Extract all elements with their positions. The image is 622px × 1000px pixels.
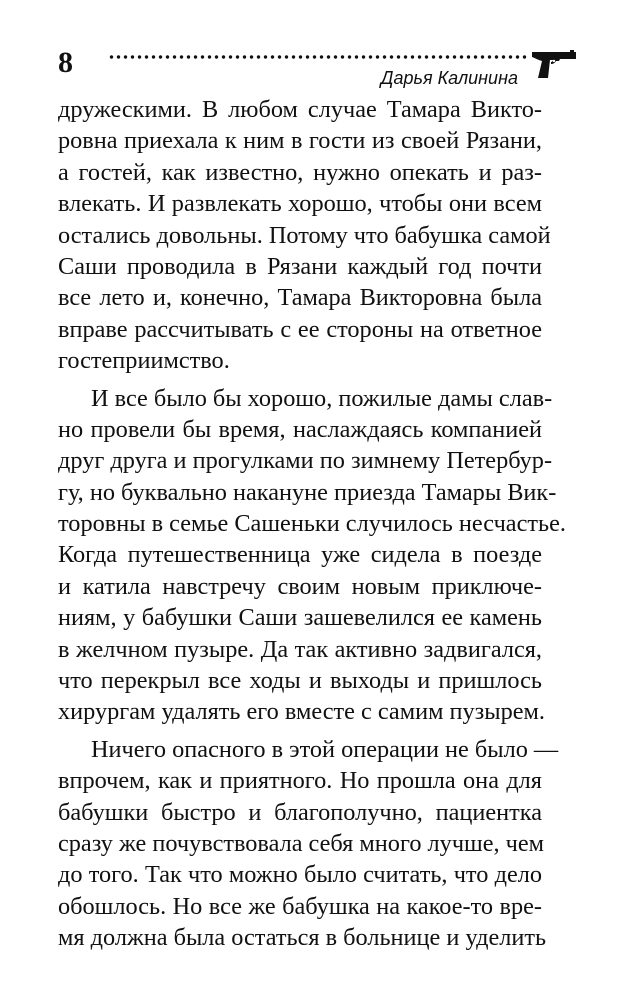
text-line: Когда путешественница уже сидела в поезде [58,541,542,569]
text-line: что перекрыл все ходы и выходы и пришлось [58,667,542,695]
text-line: а гостей, как известно, нужно опекать и раз- [58,158,542,186]
dotted-rule [108,54,528,60]
text-line: гостеприимство. [58,347,230,375]
text-line: влекать. И развлекать хорошо, чтобы они всем [58,190,542,218]
paragraph [58,383,566,728]
text-line: все лето и, конечно, Тамара Викторовна была [58,284,542,312]
text-line: впрочем, как и приятного. Но прошла она для [58,767,542,795]
body-text [58,94,566,954]
author-name: Дарья Калинина [380,68,518,88]
text-line: Саши проводила в Рязани каждый год почти [58,252,542,280]
text-line: ровна приехала к ним в гости из своей Рязани, [58,127,542,155]
pistol-icon [530,48,578,80]
text-line: но провели бы время, наслаждаясь компанией [58,415,542,443]
text-line: бабушки быстро и благополучно, пациентка [58,798,542,826]
text-line: ниям, у бабушки Саши зашевелился ее камень [58,604,542,632]
page-number: 8 [58,46,73,79]
text-line: дружескими. В любом случае Тамара Викто- [58,96,542,123]
text-line: Ничего опасного в этой операции не было — [91,735,559,763]
text-line: друг друга и прогулками по зимнему Петербур- [58,447,553,475]
text-line: И все было бы хорошо, пожилые дамы слав- [91,384,553,412]
paragraph [58,734,559,954]
text-line: вправе рассчитывать с ее стороны на ответное [58,315,542,343]
text-line: торовны в семье Сашеньки случилось несчастье. [58,510,566,538]
text-line: мя должна была остаться в больнице и уделить [58,924,547,952]
text-line: остались довольны. Потому что бабушка самой [58,221,551,249]
text-line: обошлось. Но все же бабушка на какое-то вре- [58,892,542,920]
text-line: гу, но буквально накануне приезда Тамары Вик- [58,478,557,506]
text-line: до того. Так что можно было считать, что дело [58,861,542,889]
paragraph [58,94,551,377]
text-line: сразу же почувствовала себя много лучше, чем [58,829,545,857]
text-line: в желчном пузыре. Да так активно задвигался, [58,635,542,663]
running-header [58,40,578,90]
text-line: хирургам удалять его вместе с самим пузырем. [58,698,545,726]
text-line: и катила навстречу своим новым приключе- [58,572,542,600]
